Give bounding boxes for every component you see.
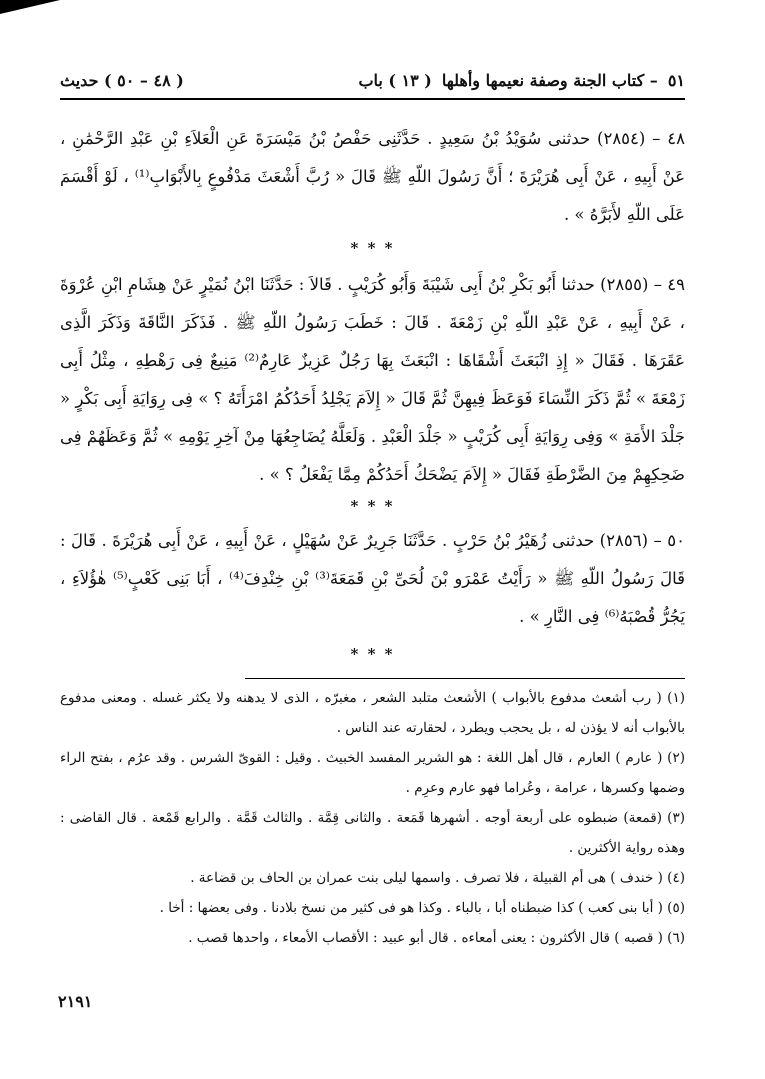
running-header (60, 68, 685, 92)
section-separator: * * * (350, 645, 395, 663)
footnote-5: (٥) ( أبا بنى كعب ) كذا ضبطناه أبا ، بالباء . وكذا هو فى كثير من نسخ بلادنا . وفى بعضها : أخا . (159, 900, 685, 916)
header-right-group (358, 71, 685, 90)
header-hadith-range: ( ٤٨ – ٥٠ ) حديث (60, 70, 184, 90)
footnote-6: (٦) ( قصبه ) قال الأكثرون : يعنى أمعاءه . قال أبو عبيد : الأقصاب الأمعاء ، واحدها قصب . (188, 930, 685, 946)
section-separator: * * * (350, 239, 395, 257)
hadith-49: ٤٩ – (٢٨٥٥) حدثنا أَبُو بَكْرِ بْنُ أَبِى شَيْبَةَ وَأَبُو كُرَيْبٍ . قَالاَ : حَدَّثَنَا ابْنُ نُمَيْرٍ عَنْ هِشَامِ ابْنِ عُرْوَةَ ، عَنْ أَبِيهِ ، عَنْ عَبْدِ اللّهِ بْنِ زَمْعَةَ . قَالَ : خَطَبَ رَسُولُ اللّهِ ﷺ . فَذَكَرَ النَّاقَةَ وَذَكَرَ الَّذِى عَقَرَهَا . فَقَالَ « إِذِ انْبَعَثَ أَشْقَاهَا : انْبَعَثَ بِهَا رَجُلٌ عَزِيزٌ عَارِمٌ⁽²⁾ مَنِيعٌ فِى رَهْطِهِ ، مِثْلُ أَبِى زَمْعَةَ » ثُمَّ ذَكَرَ النِّسَاءَ فَوَعَظَ فِيهِنَّ ثُمَّ قَالَ « إِلاَمَ يَجْلِدُ أَحَدُكُمُ امْرَأَتَهُ ؟ » فِى رِوَايَةِ أَبِى بَكْرٍ « جَلْدَ الأَمَةِ » وَفِى رِوَايَةِ أَبِى كُرَيْبٍ « جَلْدَ الْعَبْدِ . وَلَعَلَّهُ يُضَاجِعُهَا مِنْ آخِرِ يَوْمِهِ » ثُمَّ وَعَظَهُمْ فِى ضَحِكِهِمْ مِنَ الضَّرْطَةِ فَقَالَ « إِلاَمَ يَضْحَكُ أَحَدُكُمْ مِمَّا يَفْعَلُ ؟ » . (60, 275, 685, 484)
footnote-2: (٢) ( عارم ) العارم ، قال أهل اللغة : هو الشرير المفسد الخبيث . وقيل : القوىّ الشرس . وقد عرُم ، بفتح الراء وضمها وكسرها ، عرامة ، وعُراما فهو عارم وعرِم . (60, 750, 685, 796)
footnotes (60, 683, 685, 953)
footnote-1: (١) ( رب أشعث مدفوع بالأبواب ) الأشعث متلبد الشعر ، مغبرّه ، الذى لا يدهنه ولا يكثر غسله . ومعنى مدفوع بالأبواب أنه لا يؤذن له ، بل يحجب ويطرد ، لحقارته عند الناس . (60, 690, 685, 736)
header-divider (60, 98, 685, 100)
footnote-4: (٤) ( خندف ) هى أم القبيلة ، فلا تصرف . واسمها ليلى بنت عمران بن الحاف بن قضاعة . (190, 870, 685, 886)
page-footer-number: ٢١٩١ (58, 992, 93, 1011)
hadith-48: ٤٨ – (٢٨٥٤) حدثنى سُوَيْدُ بْنُ سَعِيدٍ . حَدَّثَنِى حَفْصُ بْنُ مَيْسَرَةَ عَنِ الْعَلاَءِ بْنِ عَبْدِ الرَّحْمَٰنِ ، عَنْ أَبِيهِ ، عَنْ أَبِى هُرَيْرَةَ ؛ أَنَّ رَسُولَ اللّهِ ﷺ قَالَ « رُبَّ أَشْعَثَ مَدْفُوعٍ بِالأَبْوَابِ⁽¹⁾ ، لَوْ أَقْسَمَ عَلَى اللّهِ لأَبَرَّهُ » . (60, 129, 685, 224)
footnote-3: (٣) (قمعة) ضبطوه على أربعة أوجه . أشهرها قَمَعة . والثانى قِمَّة . والثالث قَمَّة . والرابع قَمْعة . قال القاضى : وهذه رواية الأكثرين . (60, 810, 685, 856)
hadith-50: ٥٠ – (٢٨٥٦) حدثنى زُهَيْرُ بْنُ حَرْبٍ . حَدَّثَنَا جَرِيرٌ عَنْ سُهَيْلٍ ، عَنْ أَبِيهِ ، عَنْ أَبِى هُرَيْرَةَ . قَالَ : قَالَ رَسُولُ اللّهِ ﷺ « رَأَيْتُ عَمْرَو بْنَ لُحَىِّ بْنِ قَمَعَةَ⁽³⁾ بْنِ خِنْدِفَ⁽⁴⁾ ، أَبَا بَنِى كَعْبٍ⁽⁵⁾ هٰؤُلاَءِ ، يَجُرُّ قُصْبَهُ⁽⁶⁾ فِى النَّارِ » . (60, 531, 685, 626)
footnote-divider (245, 678, 685, 679)
page-content (60, 68, 685, 953)
header-page-number: ٥١ (667, 70, 685, 90)
header-chapter: ( ١٣ ) باب (358, 70, 432, 90)
header-book-title: – كتاب الجنة وصفة نعيمها وأهلها (441, 70, 658, 90)
scan-corner-mark (0, 0, 60, 14)
hadith-body (60, 120, 685, 664)
section-separator: * * * (350, 497, 395, 515)
